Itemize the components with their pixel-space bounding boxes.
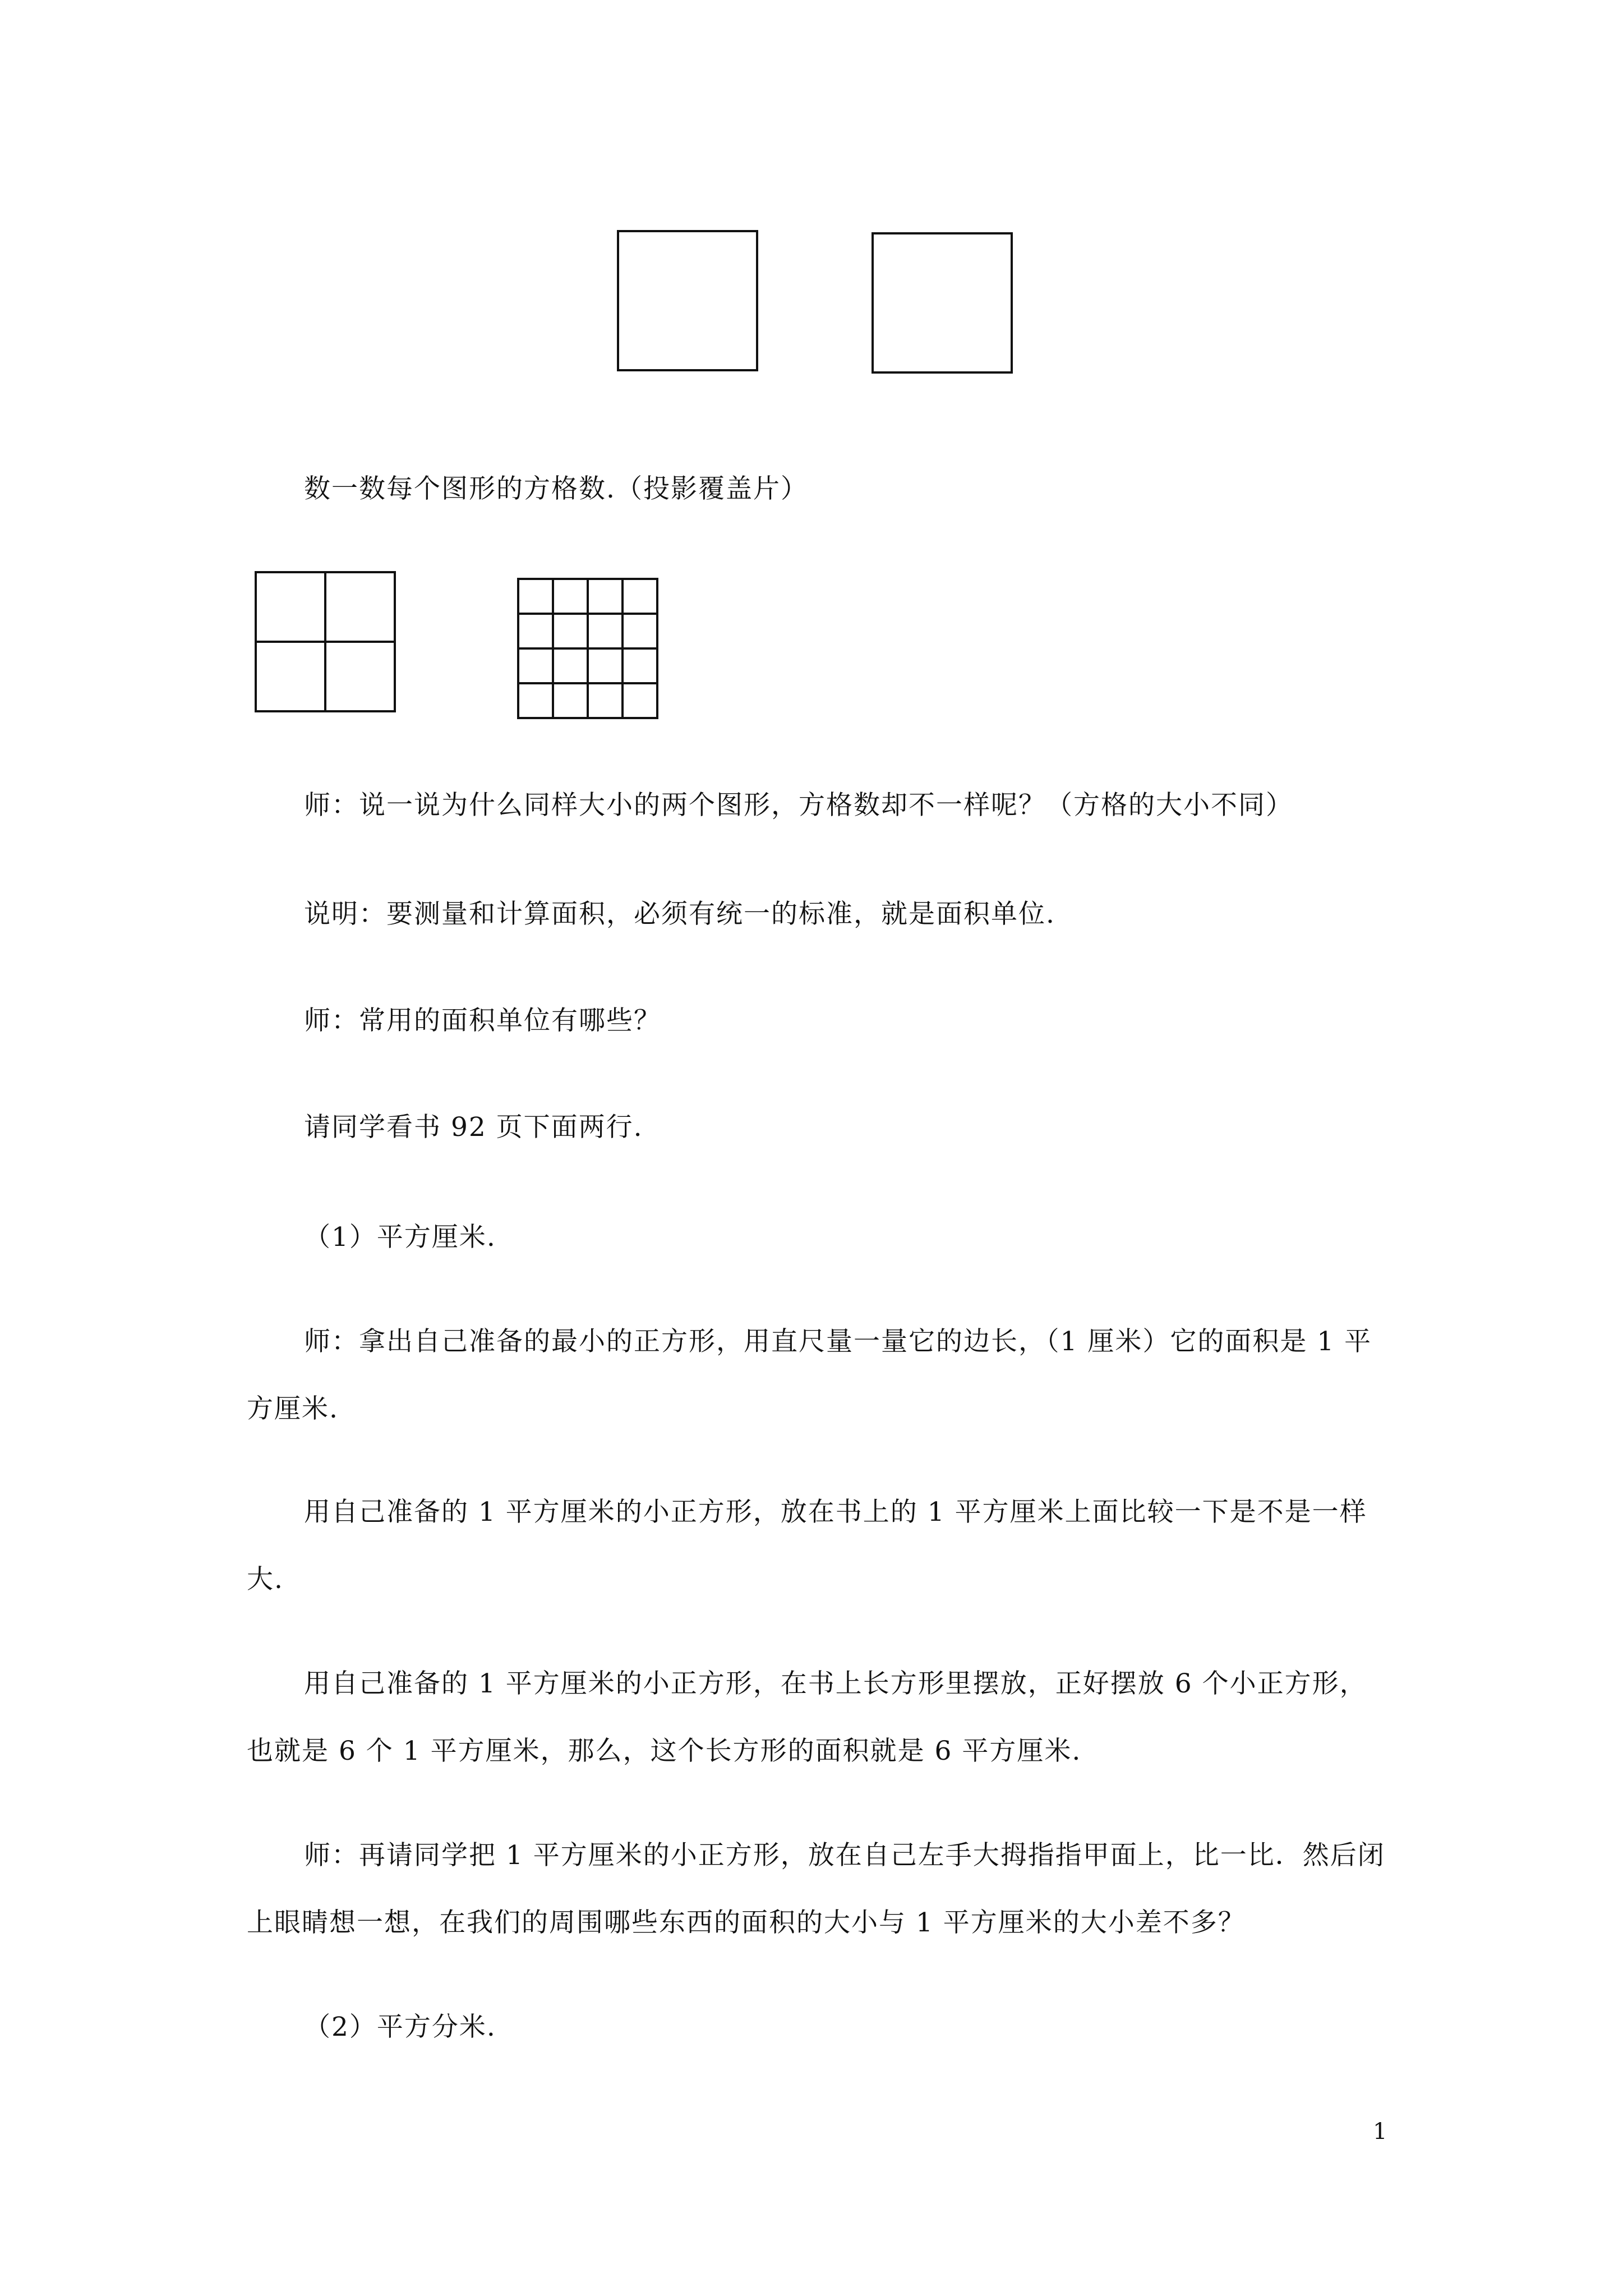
heading-square-decimeter: （2）平方分米. [304, 2012, 496, 2042]
paragraph-smallest-square: 师：拿出自己准备的最小的正方形，用直尺量一量它的边长，（1 厘米）它的面积是 1 平方厘米. [247, 1326, 1372, 1424]
paragraph-thumbnail-compare: 师：再请同学把 1 平方厘米的小正方形，放在自己左手大拇指指甲面上，比一比．然后闭上眼睛想一想，在我们的周围哪些东西的面积的大小与 1 平方厘米的大小差不多？ [247, 1840, 1385, 1938]
empty-square-left [617, 230, 758, 371]
square-2x2-grid [255, 571, 396, 712]
empty-square-right [872, 232, 1013, 374]
instruction-text: 数一数每个图形的方格数.（投影覆盖片） [304, 473, 808, 504]
paragraph-compare-size: 用自己准备的 1 平方厘米的小正方形，放在书上的 1 平方厘米上面比较一下是不是一样大. [247, 1497, 1367, 1595]
paragraph-explanation: 说明：要测量和计算面积，必须有统一的标准，就是面积单位. [304, 899, 1055, 930]
paragraph-common-units: 师：常用的面积单位有哪些？ [304, 1005, 661, 1036]
heading-square-centimeter: （1）平方厘米. [304, 1222, 496, 1253]
square-4x4-grid [517, 578, 658, 719]
page-number: 1 [1373, 2119, 1387, 2145]
paragraph-read-book: 请同学看书 92 页下面两行. [304, 1112, 643, 1143]
paragraph-teacher-question: 师：说一说为什么同样大小的两个图形，方格数却不一样呢？（方格的大小不同） [304, 790, 1293, 821]
paragraph-rectangle-area: 用自己准备的 1 平方厘米的小正方形，在书上长方形里摆放，正好摆放 6 个小正方形，也就是 6 个 1 平方厘米，那么，这个长方形的面积就是 6 平方厘米. [247, 1668, 1367, 1766]
